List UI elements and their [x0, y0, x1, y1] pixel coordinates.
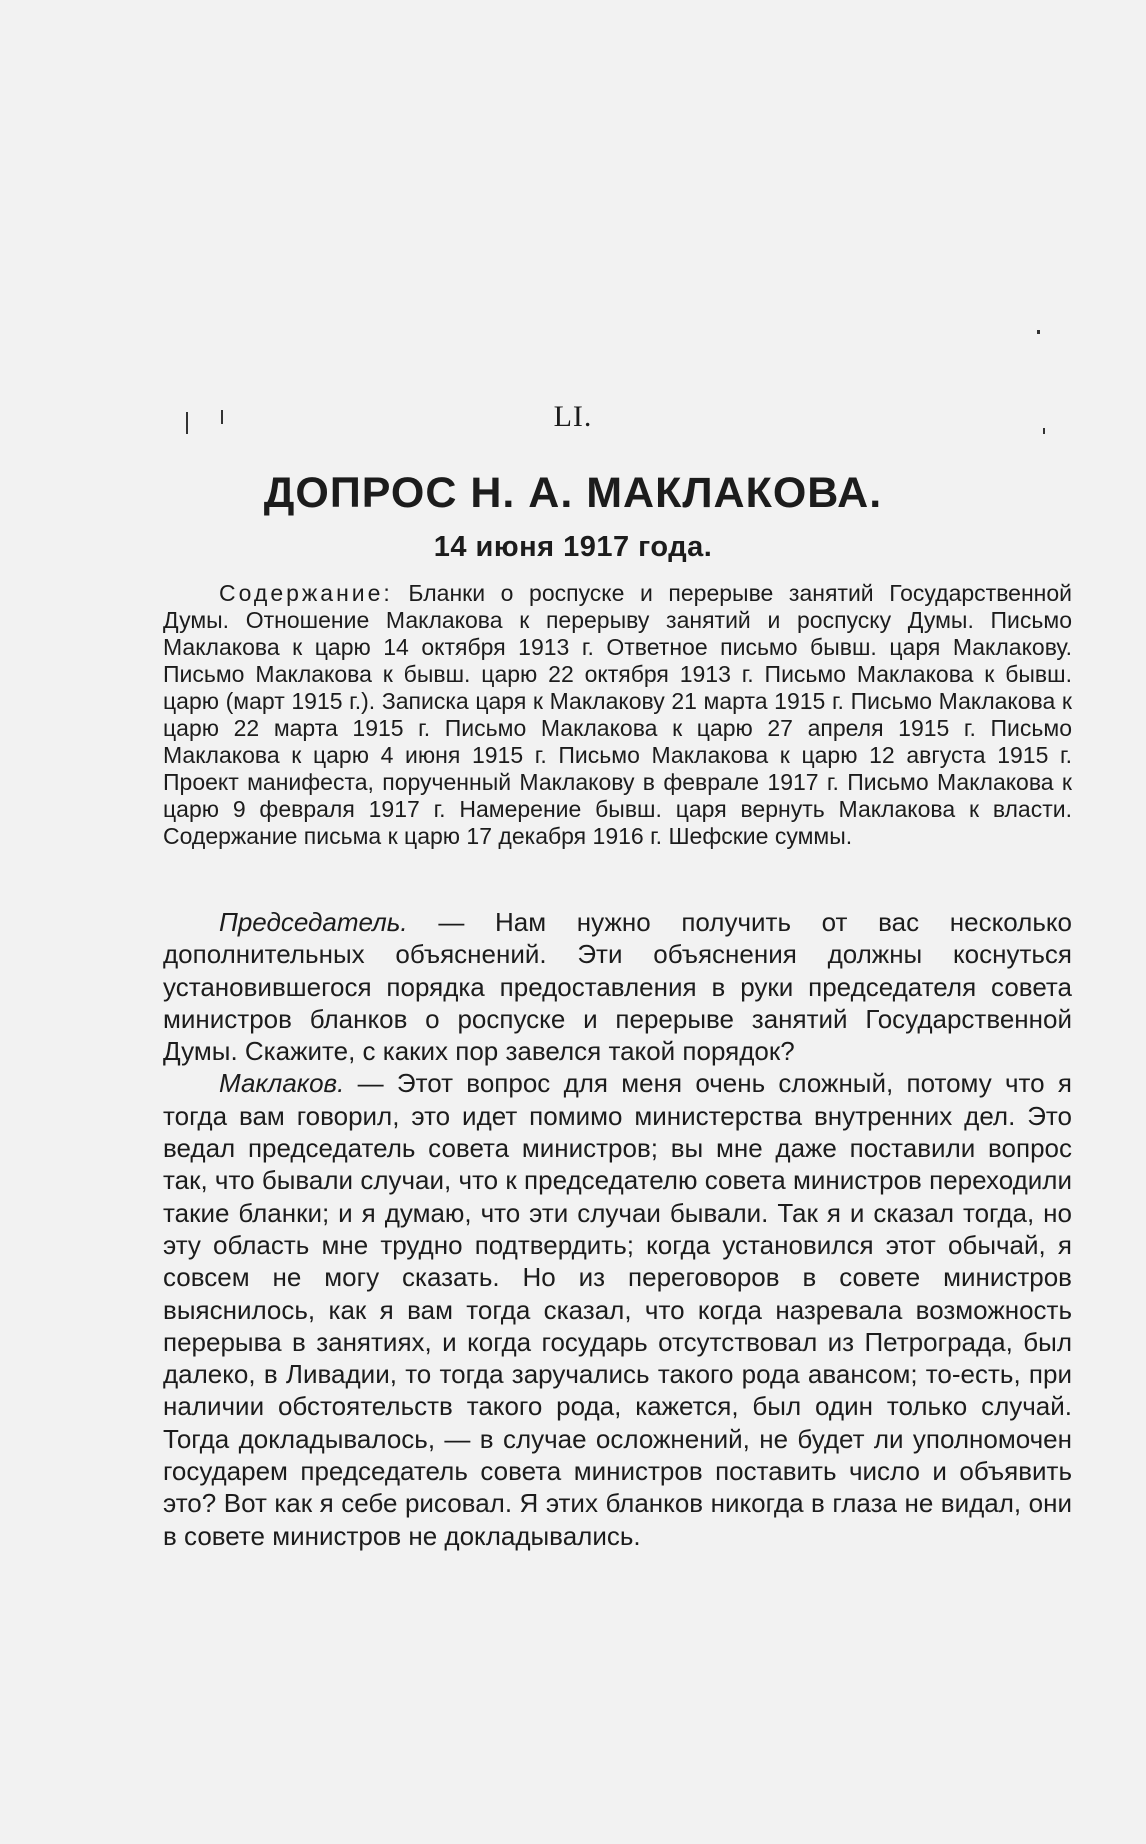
speaker-dash: —	[344, 1068, 397, 1099]
contents-summary	[163, 580, 1072, 850]
speaker-name: Председатель.	[219, 907, 408, 937]
section-number: LI.	[553, 400, 593, 433]
transcript-paragraph	[163, 1067, 1072, 1551]
paragraph-text: Нам нужно получить от вас несколько дополнительных объяснений. Эти объяснения должны коснуться установившегося порядка предоставления в руки председателя совета министров бланков о роспуске и перерыве занятий Государственной Думы. Скажите, с каких пор завелся такой порядок?	[163, 907, 1073, 1067]
page-title: ДОПРОС Н. А. МАКЛАКОВА.	[263, 469, 883, 517]
speaker-name: Маклаков.	[219, 1068, 345, 1099]
transcript	[163, 906, 1072, 1552]
interrogation-date: 14 июня 1917 года.	[433, 531, 713, 563]
contents-label: Содержание:	[219, 580, 393, 606]
speaker-dash: —	[407, 907, 496, 937]
contents-text: Бланки о роспуске и перерыве занятий Государственной Думы. Отношение Маклакова к перерыву занятий и роспуску Думы. Письмо Маклакова к царю 14 октября 1913 г. Ответное письмо бывш. царя Маклакову. Письмо Маклакова к бывш. царю 22 октября 1913 г. Письмо Маклакова к бывш. царю (март 1915 г.). Записка царя к Маклакову 21 марта 1915 г. Письмо Маклакова к царю 22 марта 1915 г. Письмо Маклакова к царю 27 апреля 1915 г. Письмо Маклакова к царю 4 июня 1915 г. Письмо Маклакова к царю 12 августа 1915 г. Проект манифеста, порученный Маклакову в феврале 1917 г. Письмо Маклакова к царю 9 февраля 1917 г. Намерение бывш. царя вернуть Маклакова к власти. Содержание письма к царю 17 декабря 1916 г. Шефские суммы.	[163, 580, 1073, 849]
scan-mark	[1037, 330, 1040, 334]
paragraph-text: Этот вопрос для меня очень сложный, потому что я тогда вам говорил, это идет помимо министерства внутренних дел. Это ведал председатель совета министров; вы мне даже поставили вопрос так, что бывали случаи, что к председателю совета министров переходили такие бланки; и я думаю, что эти случаи бывали. Так я и сказал тогда, но эту область мне трудно подтвердить; когда установился этот обычай, я совсем не могу сказать. Но из переговоров в совете министров выяснилось, как я вам тогда сказал, что когда назревала возможность перерыва в занятиях, и когда государь отсутствовал из Петрограда, был далеко, в Ливадии, то тогда заручались такого рода авансом; то-есть, при наличии обстоятельств такого рода, кажется, был один только случай. Тогда докладывалось, — в случае осложнений, не будет ли уполномочен государем председатель совета министров поставить число и объявить это? Вот как я себе рисовал. Я этих бланков никогда в глаза не видал, они в совете министров не докладывались.	[163, 1068, 1072, 1551]
transcript-paragraph	[163, 906, 1072, 1067]
